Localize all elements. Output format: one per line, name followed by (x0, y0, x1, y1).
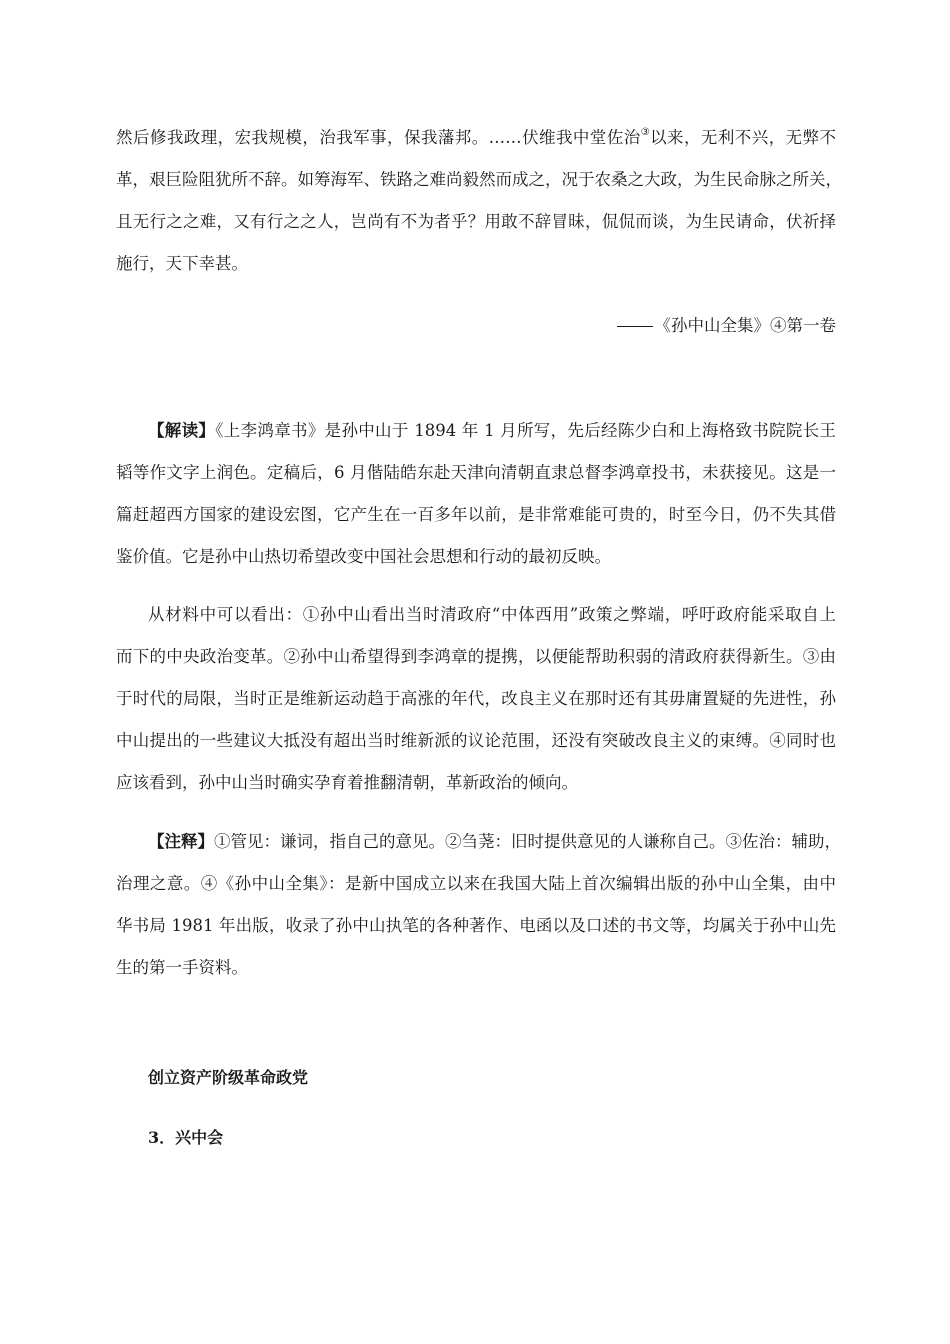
footnote-ref: ③ (640, 127, 651, 138)
quote-line: 革，艰巨险阻犹所不辞。如筹海军、铁路之难尚毅然而成之，况于农桑之大政，为生民命脉之所关， (116, 170, 842, 189)
analysis-line: 应该看到，孙中山当时确实孕育着推翻清朝，革新政治的倾向。 (116, 773, 578, 792)
interpretation-line: 鉴价值。它是孙中山热切希望改变中国社会思想和行动的最初反映。 (116, 547, 611, 566)
quote-paragraph (116, 127, 842, 274)
analysis-line: 从材料中可以看出：①孙中山看出当时清政府“中体西用”政策之弊端，呼吁政府能采取自上 (148, 605, 836, 624)
notes-line: 华书局 1981 年出版，收录了孙中山执笔的各种著作、电函以及口述的书文等，均属关于孙中山先 (116, 916, 836, 935)
interpretation-line: 韬等作文字上润色。定稿后，6 月偕陆皓东赴天津向清朝直隶总督李鸿章投书，未获接见。这是一 (116, 463, 836, 482)
subheading: 3．兴中会 (148, 1128, 224, 1147)
notes-line: 生的第一手资料。 (116, 958, 248, 977)
section-heading: 创立资产阶级革命政党 (148, 1068, 309, 1087)
notes-line: 治理之意。④《孙中山全集》：是新中国成立以来在我国大陆上首次编辑出版的孙中山全集，由中 (116, 874, 836, 893)
notes-paragraph (116, 832, 841, 978)
analysis-paragraph (116, 605, 836, 793)
interpretation-paragraph (116, 421, 836, 567)
notes-label: 【注释】 (148, 832, 214, 851)
quote-line: 且无行之之难，又有行之之人，岂尚有不为者乎？用敢不辞冒昧，侃侃而谈，为生民请命，伏祈择 (116, 212, 836, 231)
notes-line: 【注释】①管见：谦词，指自己的意见。②刍荛：旧时提供意见的人谦称自己。③佐治：辅助， (148, 832, 841, 851)
em-dash (617, 326, 653, 327)
quote-source: 《孙中山全集》④第一卷 (617, 316, 837, 336)
quote-line: 然后修我政理，宏我规模，治我军事，保我藩邦。……伏维我中堂佐治③以来，无利不兴，无弊不 (116, 127, 837, 147)
interpretation-label: 【解读】 (148, 421, 216, 440)
analysis-line: 而下的中央政治变革。②孙中山希望得到李鸿章的提携，以便能帮助积弱的清政府获得新生。③由 (116, 647, 836, 666)
analysis-line: 于时代的局限，当时正是维新运动趋于高涨的年代，改良主义在那时还有其毋庸置疑的先进性，孙 (116, 689, 836, 708)
analysis-line: 中山提出的一些建议大抵没有超出当时维新派的议论范围，还没有突破改良主义的束缚。④同时也 (116, 731, 836, 750)
interpretation-line: 篇赶超西方国家的建设宏图，它产生在一百多年以前，是非常难能可贵的，时至今日，仍不失其借 (116, 505, 836, 524)
interpretation-line: 【解读】《上李鸿章书》是孙中山于 1894 年 1 月所写，先后经陈少白和上海格致书院院长王 (148, 421, 837, 440)
quote-line: 施行，天下幸甚。 (116, 254, 248, 273)
